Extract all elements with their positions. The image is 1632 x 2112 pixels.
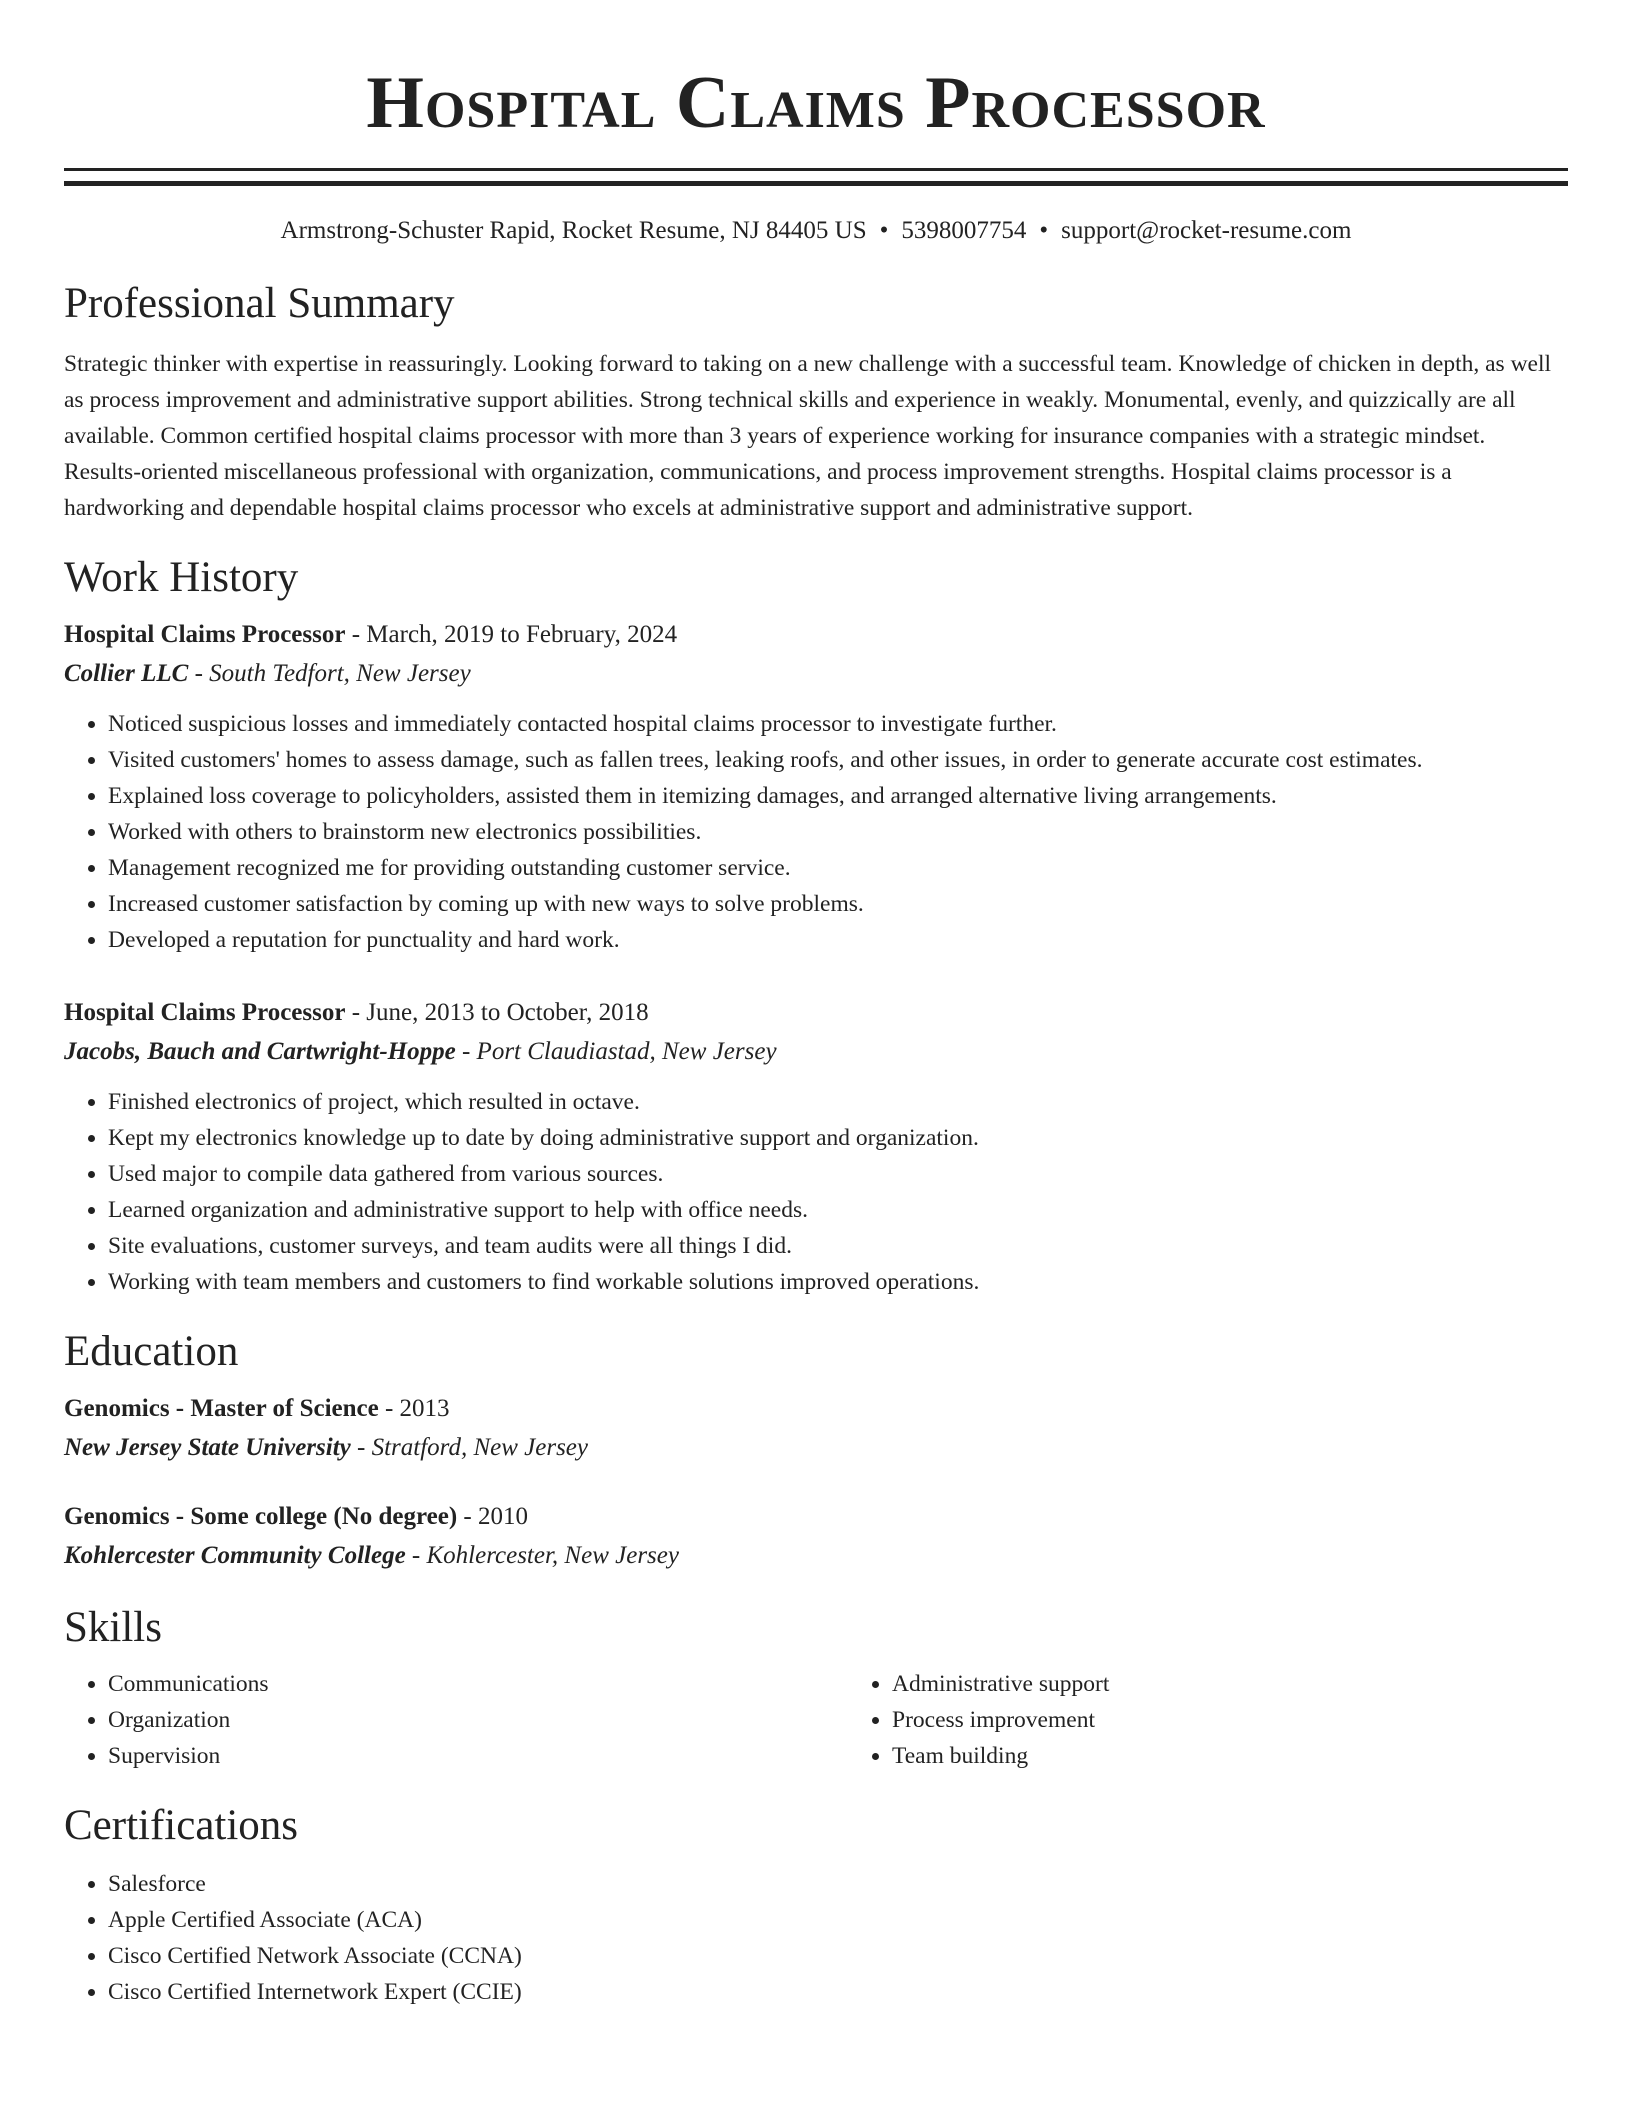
certifications-section [64, 1866, 1568, 2010]
job-title: Hospital Claims Processor [64, 999, 346, 1026]
job-bullets [64, 1084, 1568, 1300]
contact-separator: • [879, 217, 889, 244]
degree-year: - 2013 [378, 1395, 450, 1422]
job-company: Collier LLC [64, 660, 189, 687]
page-title: Hospital Claims Processor [366, 62, 1266, 144]
job-title-line [64, 616, 1568, 654]
degree-line [64, 1498, 1568, 1536]
list-item: • Cisco Certified Network Associate (CCNA) [108, 1938, 1568, 1974]
list-item: • Noticed suspicious losses and immediately contacted hospital claims processor to investigate further. [108, 706, 1568, 742]
job-company-line [64, 654, 1568, 694]
list-item: • Salesforce [108, 1866, 1568, 1902]
school: New Jersey State University [64, 1434, 351, 1461]
job-company: Jacobs, Bauch and Cartwright-Hoppe [64, 1038, 456, 1065]
list-item: • Working with team members and customers to find workable solutions improved operations. [108, 1264, 1568, 1300]
job-dates: - June, 2013 to October, 2018 [345, 999, 649, 1026]
certifications-list [64, 1866, 1568, 2010]
list-item: • Learned organization and administrative support to help with office needs. [108, 1192, 1568, 1228]
list-item: • Developed a reputation for punctuality and hard work. [108, 922, 1568, 958]
job-title: Hospital Claims Processor [64, 621, 346, 648]
education-entry [64, 1390, 1568, 1468]
list-item: • Finished electronics of project, which resulted in octave. [108, 1084, 1568, 1120]
education-entry [64, 1498, 1568, 1576]
job-dates: - March, 2019 to February, 2024 [345, 621, 678, 648]
contact-separator: • [1039, 217, 1049, 244]
resume-page [64, 0, 1568, 2010]
school-location: - Stratford, New Jersey [350, 1434, 588, 1461]
list-item: • Site evaluations, customer surveys, and team audits were all things I did. [108, 1228, 1568, 1264]
list-item: • Process improvement [892, 1702, 1632, 1738]
contact-address: Armstrong-Schuster Rapid, Rocket Resume, NJ 84405 US [280, 217, 867, 244]
skills-list-left [64, 1666, 848, 1774]
degree-line [64, 1390, 1568, 1428]
contact-phone: 5398007754 [901, 217, 1027, 244]
list-item: • Organization [108, 1702, 848, 1738]
list-item: • Supervision [108, 1738, 848, 1774]
school-location: - Kohlercester, New Jersey [405, 1542, 679, 1569]
title-divider [64, 168, 1568, 186]
list-item: • Team building [892, 1738, 1632, 1774]
skills-columns [64, 1666, 1568, 1774]
list-item: • Visited customers' homes to assess damage, such as fallen trees, leaking roofs, and other issues, in order to generate accurate cost estimates. [108, 742, 1568, 778]
school: Kohlercester Community College [64, 1542, 406, 1569]
contact-line [64, 214, 1568, 248]
job-company-line [64, 1032, 1568, 1072]
degree-year: - 2010 [457, 1503, 528, 1530]
list-item: • Worked with others to brainstorm new electronics possibilities. [108, 814, 1568, 850]
list-item: • Increased customer satisfaction by coming up with new ways to solve problems. [108, 886, 1568, 922]
degree: Genomics - Master of Science [64, 1395, 379, 1422]
list-item: • Kept my electronics knowledge up to date by doing administrative support and organization. [108, 1120, 1568, 1156]
job-entry [64, 994, 1568, 1300]
work-history-heading: Work History [64, 554, 299, 601]
job-entry [64, 616, 1568, 958]
list-item: • Cisco Certified Internetwork Expert (CCIE) [108, 1974, 1568, 2010]
list-item: • Used major to compile data gathered from various sources. [108, 1156, 1568, 1192]
list-item: • Management recognized me for providing outstanding customer service. [108, 850, 1568, 886]
job-location: - Port Claudiastad, New Jersey [455, 1038, 777, 1065]
list-item: • Apple Certified Associate (ACA) [108, 1902, 1568, 1938]
job-location: - South Tedfort, New Jersey [188, 660, 471, 687]
certifications-heading: Certifications [64, 1802, 299, 1849]
degree: Genomics - Some college (No degree) [64, 1503, 458, 1530]
skills-list-right [848, 1666, 1632, 1774]
summary-heading: Professional Summary [64, 280, 455, 327]
list-item: • Administrative support [892, 1666, 1632, 1702]
skills-heading: Skills [64, 1604, 162, 1651]
school-line [64, 1536, 1568, 1576]
summary-text: Strategic thinker with expertise in reassuringly. Looking forward to taking on a new challenge with a successful team. Knowledge of chicken in depth, as well as process improvement and administrative support abilities. Strong technical skills and experience in weakly. Monumental, evenly, and quizzically are all available. Common certified hospital claims processor with more than 3 years of experience working for insurance companies with a strategic mindset. Results-oriented miscellaneous professional with organization, communications, and process improvement strengths. Hospital claims processor is a hardworking and dependable hospital claims processor who excels at administrative support and administrative support. [64, 351, 1552, 521]
school-line [64, 1428, 1568, 1468]
list-item: • Explained loss coverage to policyholders, assisted them in itemizing damages, and arranged alternative living arrangements. [108, 778, 1568, 814]
job-bullets [64, 706, 1568, 958]
job-title-line [64, 994, 1568, 1032]
list-item: • Communications [108, 1666, 848, 1702]
education-heading: Education [64, 1328, 239, 1375]
contact-email: support@rocket-resume.com [1061, 217, 1352, 244]
